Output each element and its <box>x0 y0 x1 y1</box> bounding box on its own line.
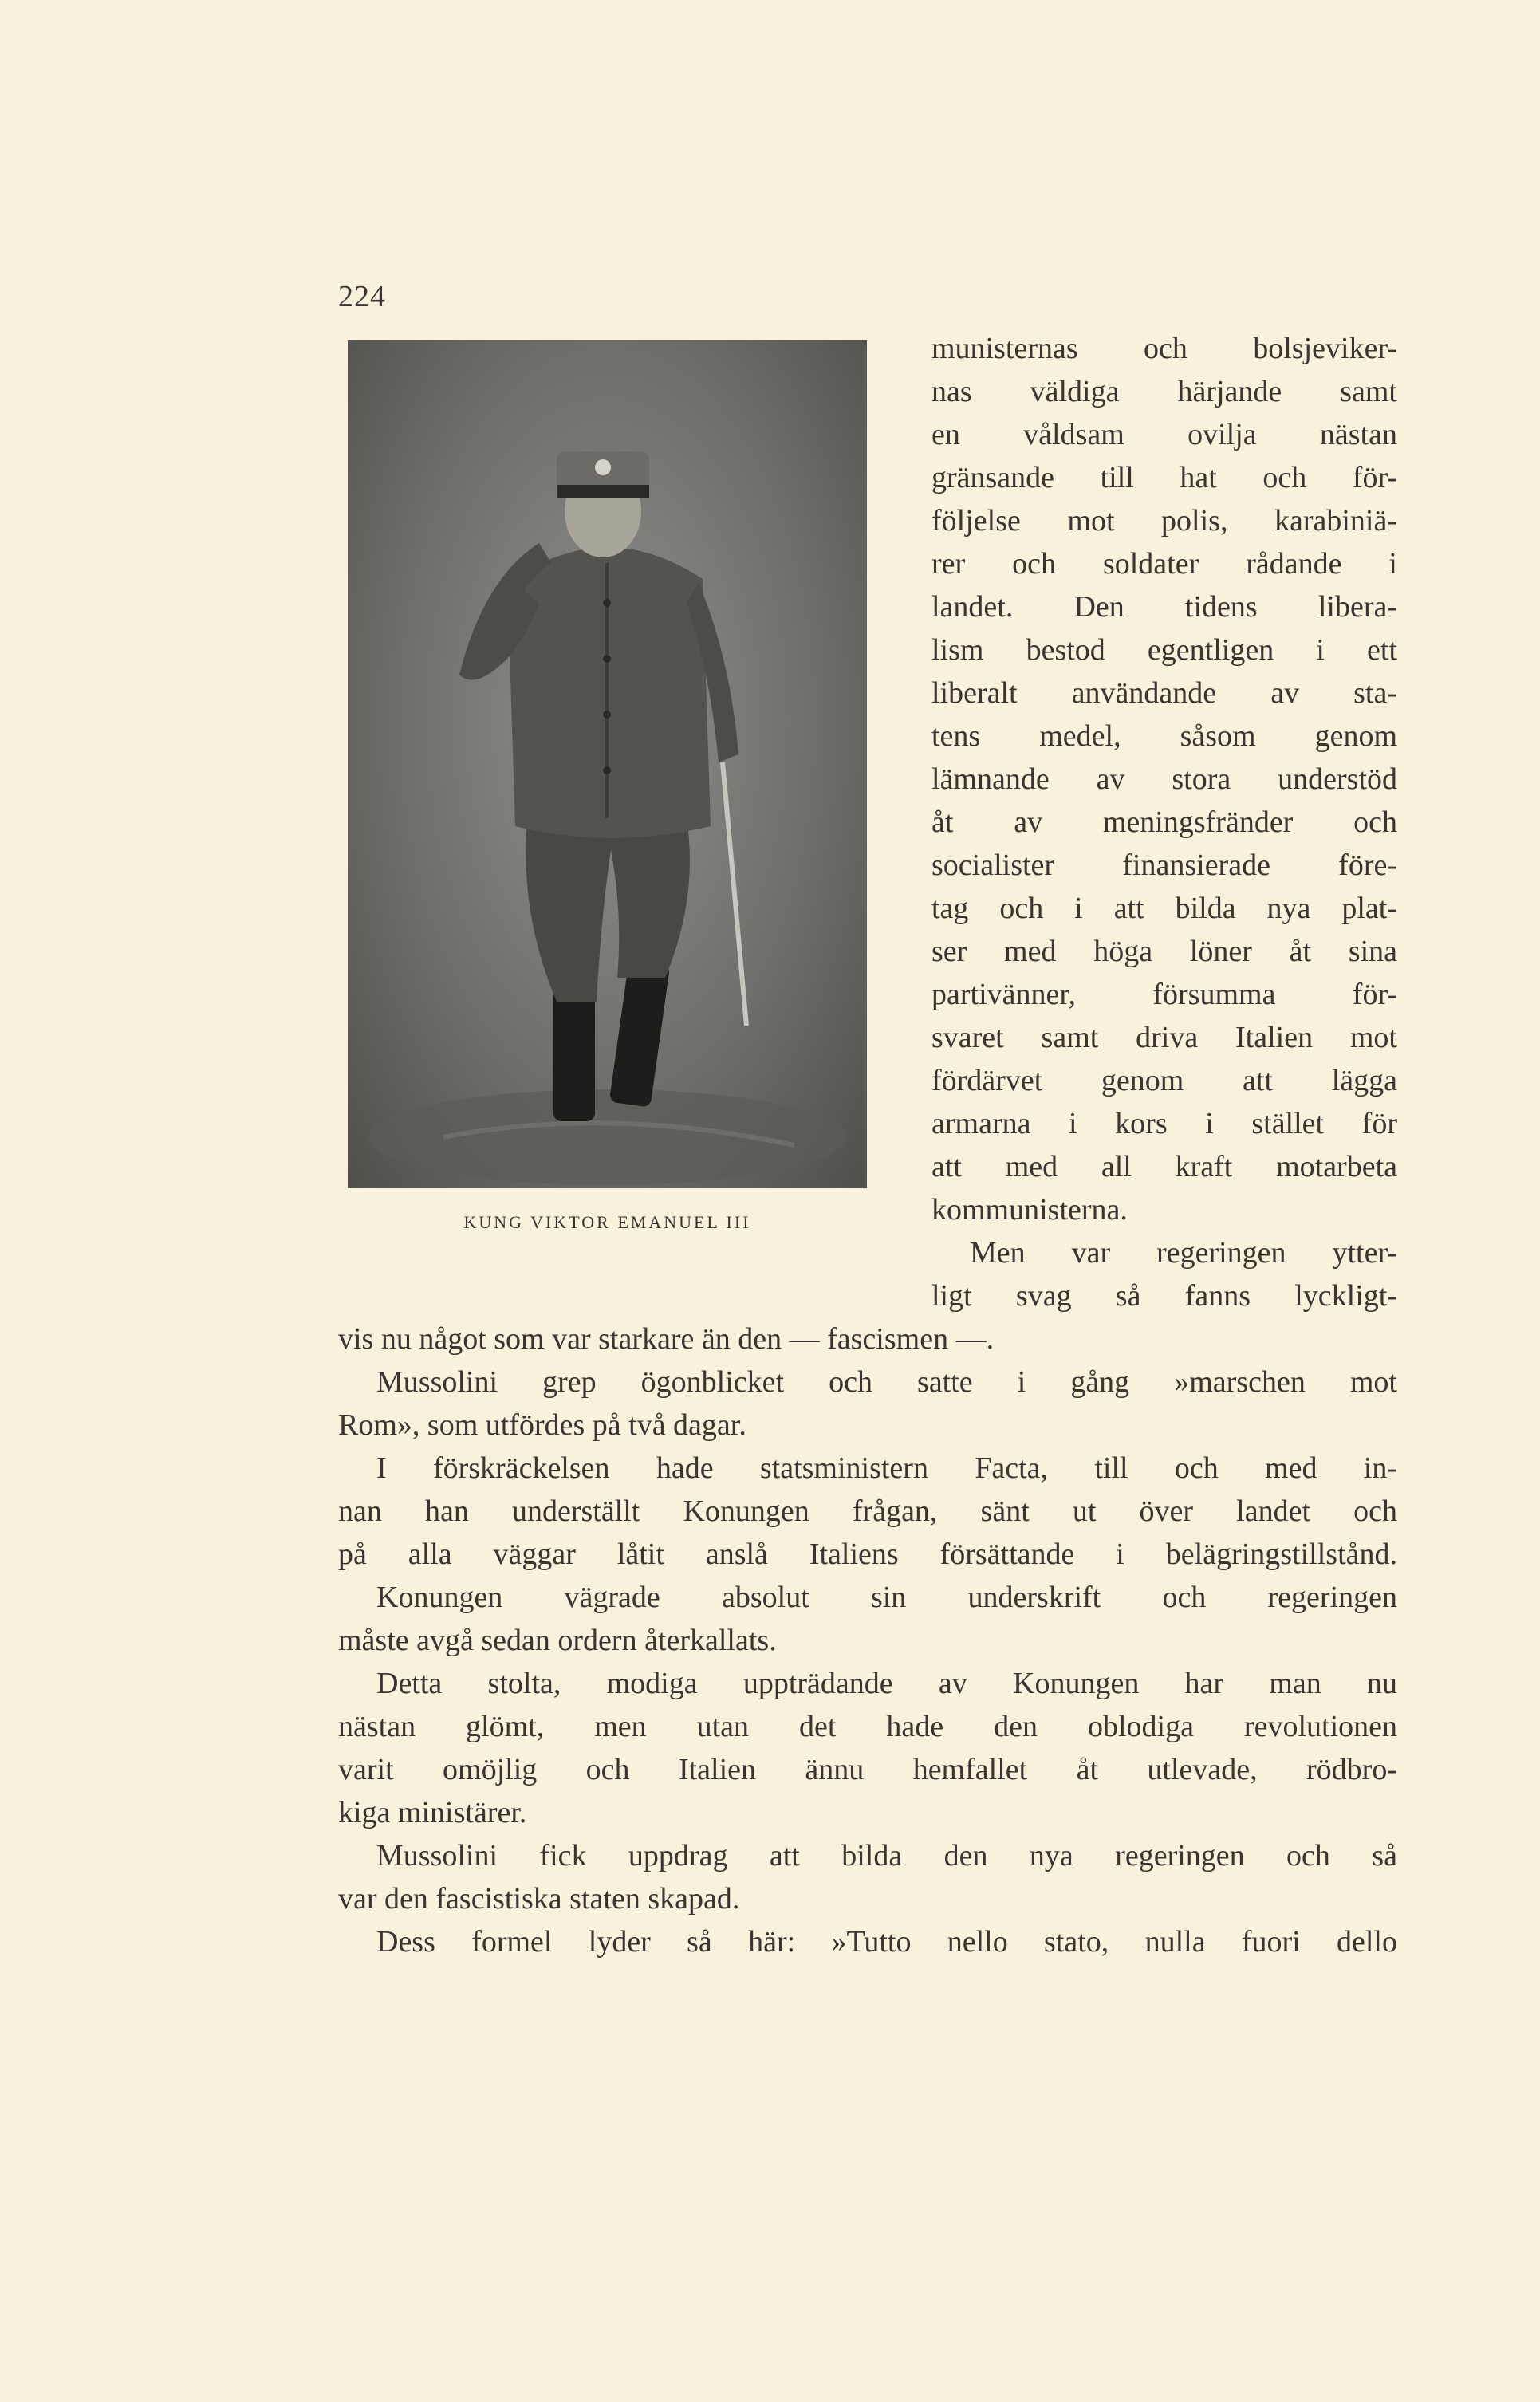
text-line: Mussolini grep ögonblicket och satte i gång »marschen mot <box>376 1365 1397 1399</box>
text-line: på alla väggar låtit anslå Italiens försättande i belägringstillstånd. <box>338 1538 1397 1571</box>
text-line: fördärvet genom att lägga <box>931 1064 1397 1097</box>
text-line: tens medel, såsom genom <box>931 719 1397 753</box>
text-line: liberalt användande av sta- <box>931 676 1397 710</box>
text-line: lämnande av stora understöd <box>931 762 1397 796</box>
text-line: socialister finansierade före- <box>931 849 1397 882</box>
text-line: I förskräckelsen hade statsministern Facta, till och med in- <box>376 1451 1397 1485</box>
text-line: lism bestod egentligen i ett <box>931 633 1397 667</box>
text-line: nästan glömt, men utan det hade den oblodiga revolutionen <box>338 1710 1397 1743</box>
text-line: Men var regeringen ytter- <box>970 1236 1397 1270</box>
text-line: Konungen vägrade absolut sin underskrift och regeringen <box>376 1581 1397 1614</box>
officer-figure-illustration <box>348 340 867 1188</box>
text-line: nan han underställt Konungen frågan, sänt ut över landet och <box>338 1494 1397 1528</box>
text-line: ligt svag så fanns lyckligt- <box>931 1279 1397 1313</box>
text-line: ser med höga löner åt sina <box>931 935 1397 968</box>
text-line: landet. Den tidens libera- <box>931 590 1397 624</box>
text-line: var den fascistiska staten skapad. <box>338 1882 740 1916</box>
text-line: Mussolini fick uppdrag att bilda den nya regeringen och så <box>376 1839 1397 1872</box>
text-line: tag och i att bilda nya plat- <box>931 892 1397 925</box>
portrait-photo <box>348 340 867 1188</box>
text-line: nas väldiga härjande samt <box>931 375 1397 408</box>
text-line: vis nu något som var starkare än den — fascismen —. <box>338 1322 995 1356</box>
text-line: kommunisterna. <box>931 1193 1128 1227</box>
text-line: Dess formel lyder så här: »Tutto nello stato, nulla fuori dello <box>376 1925 1397 1959</box>
text-line: partivänner, försumma för- <box>931 978 1397 1011</box>
text-line: rer och soldater rådande i <box>931 547 1397 581</box>
text-line: gränsande till hat och för- <box>931 461 1397 494</box>
text-line: att med all kraft motarbeta <box>931 1150 1397 1183</box>
text-line: varit omöjlig och Italien ännu hemfallet åt utlevade, rödbro- <box>338 1753 1397 1786</box>
text-line: kiga ministärer. <box>338 1796 527 1829</box>
text-line: munisternas och bolsjeviker- <box>931 332 1397 365</box>
text-line: en våldsam ovilja nästan <box>931 418 1397 451</box>
text-line: armarna i kors i stället för <box>931 1107 1397 1140</box>
text-line: Rom», som utfördes på två dagar. <box>338 1408 746 1442</box>
text-line: svaret samt driva Italien mot <box>931 1021 1397 1054</box>
photo-caption: KUNG VIKTOR EMANUEL III <box>463 1212 751 1232</box>
text-line: Detta stolta, modiga uppträdande av Konungen har man nu <box>376 1667 1397 1700</box>
text-line: följelse mot polis, karabiniä- <box>931 504 1397 537</box>
page-number: 224 <box>338 280 386 313</box>
text-line: måste avgå sedan ordern återkallats. <box>338 1624 777 1657</box>
text-line: åt av meningsfränder och <box>931 805 1397 839</box>
